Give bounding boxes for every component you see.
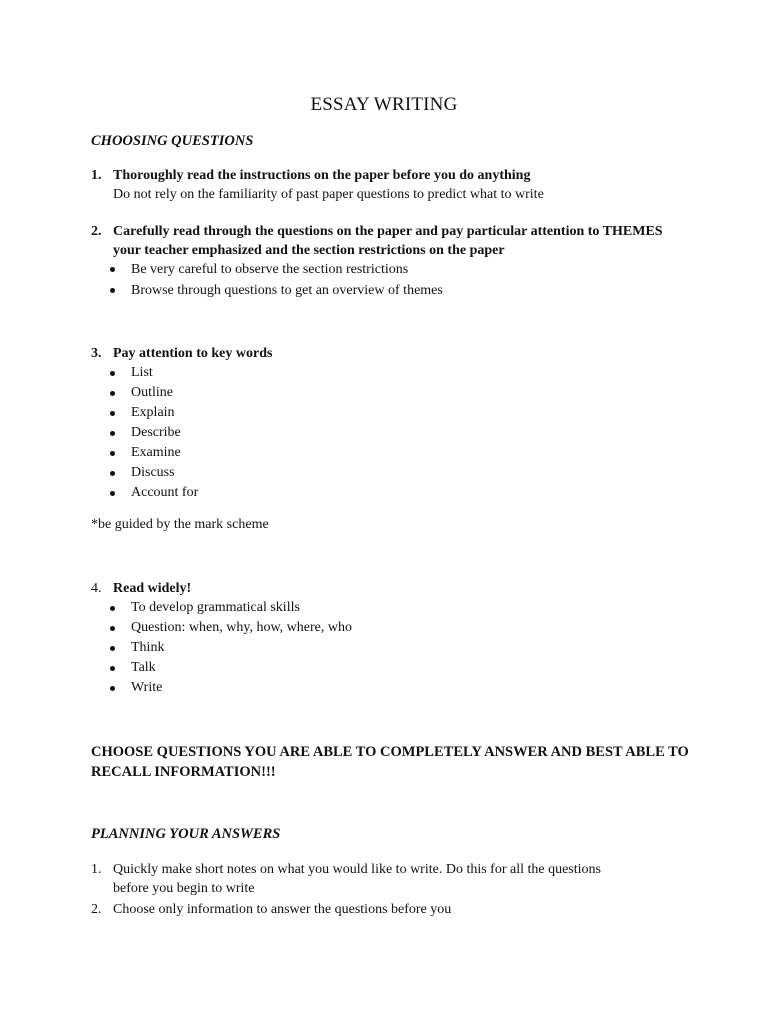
bullet-icon: [110, 666, 115, 671]
bullet-icon: [110, 391, 115, 396]
list-item: Describe: [108, 423, 198, 443]
item-3-number: 3.: [91, 346, 102, 361]
list-item: Browse through questions to get an overview of themes: [108, 280, 443, 301]
bullet-icon: [110, 451, 115, 456]
list-item: Write: [108, 678, 352, 698]
item-3-bullet-list: [108, 363, 198, 503]
document-title: ESSAY WRITING: [310, 94, 458, 115]
plan-item-2-line1: Choose only information to answer the questions before you: [113, 902, 452, 917]
bullet-icon: [110, 686, 115, 691]
item-1-note: Do not rely on the familiarity of past paper questions to predict what to write: [113, 187, 544, 202]
item-4-bullet-list: [108, 598, 352, 698]
bullet-icon: [110, 411, 115, 416]
list-item: Be very careful to observe the section restrictions: [108, 259, 443, 280]
list-item: List: [108, 363, 198, 383]
list-item: Discuss: [108, 463, 198, 483]
emphasis-line-1: CHOOSE QUESTIONS YOU ARE ABLE TO COMPLETELY ANSWER AND BEST ABLE TO: [91, 744, 689, 760]
list-item: Examine: [108, 443, 198, 463]
item-2-title-line2: your teacher emphasized and the section restrictions on the paper: [113, 243, 505, 258]
item-4-number: 4.: [91, 581, 102, 596]
list-item: Account for: [108, 483, 198, 503]
mark-scheme-note: *be guided by the mark scheme: [91, 517, 269, 532]
item-2-title-line1: Carefully read through the questions on the paper and pay particular attention to THEMES: [113, 224, 663, 239]
bullet-icon: [110, 606, 115, 611]
item-4-title: Read widely!: [113, 581, 192, 596]
plan-item-1-line2: before you begin to write: [113, 881, 255, 896]
bullet-icon: [110, 491, 115, 496]
bullet-icon: [110, 626, 115, 631]
item-1-number: 1.: [91, 168, 102, 183]
list-item: Talk: [108, 658, 352, 678]
bullet-icon: [110, 288, 115, 293]
emphasis-line-2: RECALL INFORMATION!!!: [91, 764, 276, 780]
list-item: To develop grammatical skills: [108, 598, 352, 618]
bullet-icon: [110, 646, 115, 651]
item-1-title: Thoroughly read the instructions on the paper before you do anything: [113, 168, 531, 183]
bullet-icon: [110, 371, 115, 376]
list-item: Explain: [108, 403, 198, 423]
list-item: Question: when, why, how, where, who: [108, 618, 352, 638]
item-2-bullet-list: [108, 259, 443, 301]
section-heading-planning-your-answers: PLANNING YOUR ANSWERS: [91, 826, 281, 842]
list-item: Think: [108, 638, 352, 658]
item-3-title: Pay attention to key words: [113, 346, 273, 361]
plan-item-1-line1: Quickly make short notes on what you would like to write. Do this for all the questions: [113, 862, 601, 877]
list-item: Outline: [108, 383, 198, 403]
section-heading-choosing-questions: CHOOSING QUESTIONS: [91, 133, 254, 149]
item-2-number: 2.: [91, 224, 102, 239]
plan-item-2-number: 2.: [91, 902, 102, 917]
bullet-icon: [110, 471, 115, 476]
plan-item-1-number: 1.: [91, 862, 102, 877]
bullet-icon: [110, 267, 115, 272]
bullet-icon: [110, 431, 115, 436]
